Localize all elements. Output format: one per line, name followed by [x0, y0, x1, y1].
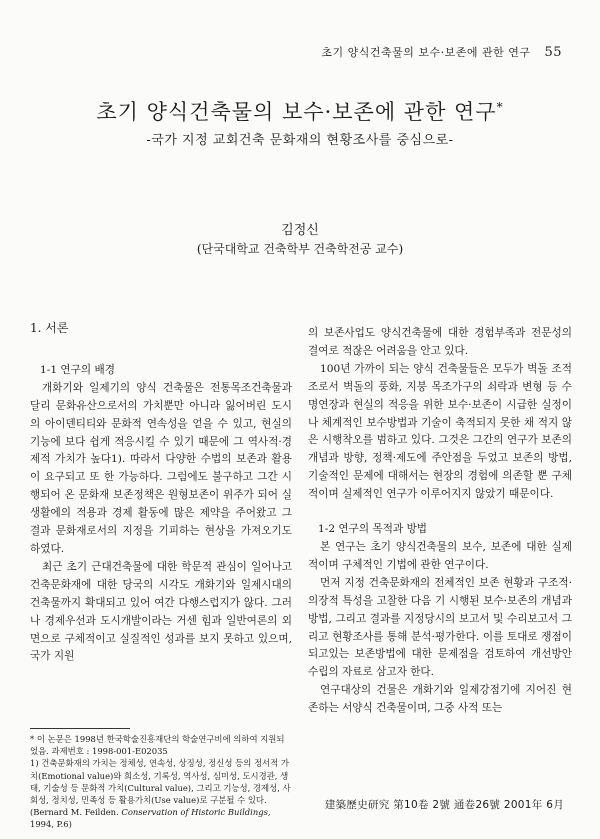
page-number: 55 — [544, 45, 562, 60]
title-footnote-mark: * — [496, 100, 504, 114]
paper-subtitle: -국가 지정 교회건축 문화재의 현황조사를 중심으로- — [146, 133, 454, 148]
running-head — [321, 44, 562, 60]
left-column — [30, 320, 292, 666]
body-paragraph: 최근 초기 근대건축물에 대한 학문적 관심이 일어나고 건축문화재에 대한 당국의 시각도 개화기와 일제시대의 건축물까지 확대되고 있어 여간 다행스럽지가 않다. 그러나 경제우선과 도시개발이라는 거센 힘과 일반여론의 외면으로 구체적이고 실질적인 성과를 보지 못하고 있으며, 국가 지원 — [30, 560, 292, 663]
footnote-1-text: 1) 건축문화재의 가치는 정체성, 연속성, 상징성, 정신성 등의 정서적 가치(Emotional value)와 희소성, 기록성, 역사성, 심미성, 도시경관, 생태, 기술성 등 문화적 가치(Cultural value), 그리고 기능성, 경제성, 사회성, 정치성, 민족성 등 활용가치(Use value)로 구분될 수 있다. (Bernard M. Feilden. — [30, 758, 291, 818]
footnote-1-end: 1994, P.6) — [30, 819, 72, 830]
paper-title — [0, 96, 600, 126]
body-paragraph: 100년 가까이 되는 양식 건축물들은 모두가 벽돌 조적조로서 벽돌의 풍화, 지붕 목조가구의 쇠락과 변형 등 수명연장과 현실의 적응을 위한 보수·보존이 시급한 실정이나 체계적인 보수방법과 기술이 축적되지 못한 채 적지 않은 시행착오를 범하고 있다. 그것은 그간의 연구가 보존의 개념과 방향, 정책·제도에 주안점을 두었고 보존의 방법, 기술적인 문제에 대해서는 현장의 경험에 의존할 뿐 구체적이며 실제적인 연구가 이루어지지 않았기 때문이다. — [308, 362, 572, 501]
footnote-divider — [30, 728, 130, 729]
footnote-star: * 이 논문은 1998년 한국학술진흥재단의 학술연구비에 의하여 지원되었음. 과제번호 : 1998-001-E02035 — [30, 734, 285, 757]
subsection-heading-background: 1-1 연구의 배경 — [40, 363, 115, 376]
author-affiliation: (단국대학교 건축학부 건축학전공 교수) — [196, 242, 404, 256]
body-paragraph: 의 보존사업도 양식건축물에 대한 경험부족과 전문성의 결여로 적잖은 어려움을 안고 있다. — [308, 327, 572, 357]
body-paragraph: 연구대상의 건물은 개화기와 일제강점기에 지어진 현존하는 서양식 건축물이며, 그중 사적 또는 — [308, 684, 572, 715]
footnotes — [30, 733, 292, 831]
right-column — [308, 325, 572, 718]
running-head-title: 초기 양식건축물의 보수·보존에 관한 연구 — [321, 46, 531, 59]
subsection-heading-purpose: 1-2 연구의 목적과 방법 — [318, 523, 428, 536]
author-name: 김정신 — [281, 223, 319, 238]
journal-footer: 建築歷史研究 第10卷 2號 通卷26號 2001年 6月 — [324, 799, 564, 811]
section-heading-introduction: 1. 서론 — [30, 321, 69, 335]
spacer — [308, 504, 572, 521]
body-paragraph: 개화기와 일제기의 양식 건축물은 전통목조건축물과 달리 문화유산으로서의 가치뿐만 아니라 잃어버린 도시의 아이덴티티와 문화적 연속성을 얻을 수 있고, 현실의 기능에 보다 쉽게 적응시킬 수 있기 때문에 그 역사적·경제적 가치가 높다1). 따라서 다양한 수법의 보존과 활용이 요구되고 또 한 가능하다. 그럼에도 불구하고 그간 시행되어 온 문화재 보존정책은 원형보존이 위주가 되어 실생활에의 적용과 경제 활동에 많은 제약을 주어왔고 그 결과 문화재로서의 지정을 기피하는 현상을 가져오기도 하였다. — [30, 381, 292, 555]
footnote-1 — [30, 757, 292, 830]
footnote-1-book-title: Conservation of Historic Buildings, — [121, 807, 271, 818]
paper-title-text: 초기 양식건축물의 보수·보존에 관한 연구 — [96, 100, 497, 124]
body-paragraph: 먼저 지정 건축문화재의 전체적인 보존 현황과 구조적·의장적 특성을 고찰한 다음 기 시행된 보수·보존의 개념과 방법, 그리고 결과를 지정당시의 보고서 및 수리보고서 그리고 현황조사를 통해 분석·평가한다. 이를 토대로 쟁점이 되고있는 보존방법에 대한 문제점을 검토하여 개선방안 수립의 자료로 삼고자 한다. — [308, 576, 572, 679]
body-paragraph: 본 연구는 초기 양식건축물의 보수, 보존에 대한 실제적이며 구체적인 기법에 관한 연구이다. — [308, 540, 572, 571]
